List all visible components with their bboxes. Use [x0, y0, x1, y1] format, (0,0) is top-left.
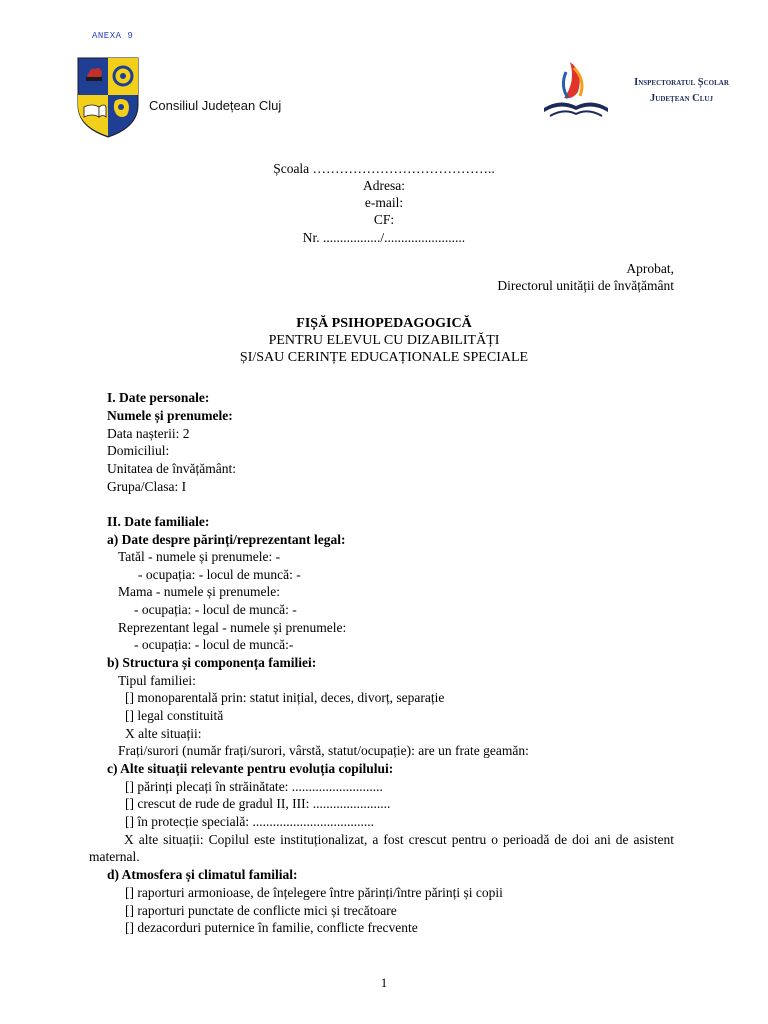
siblings-field: Frați/surori (număr frați/surori, vârstă, statut/ocupație): are un frate geamăn:	[118, 743, 529, 758]
approved-label: Aprobat,	[626, 261, 674, 276]
relevant-situations-subheading: c) Alte situații relevante pentru evoluția copilului:	[107, 761, 394, 776]
raised-by-relatives-option: [] crescut de rude de gradul II, III: .......................	[125, 796, 391, 811]
family-atmosphere-subheading: d) Atmosfera și climatul familial:	[107, 867, 298, 882]
domicile-field: Domiciliul:	[107, 443, 170, 458]
inspectorate-name-line1: Inspectoratul Școlar	[634, 77, 729, 88]
father-job-field: - ocupația: - locul de muncă: -	[138, 567, 301, 582]
strong-conflicts-option: [] dezacorduri puternice în familie, conflicte frecvente	[125, 920, 418, 935]
other-situations-description: X alte situații: Copilul este instituționalizat, a fost crescut pentru o perioadă de doi ani de asistent maternal.	[89, 832, 674, 864]
legally-constituted-option: [] legal constituită	[125, 708, 224, 723]
legal-rep-job-field: - ocupația: - locul de muncă:-	[134, 637, 294, 652]
inspectorate-name	[614, 75, 749, 107]
birth-date-field: Data nașterii: 2	[107, 426, 190, 441]
registration-number-line: Nr. ................./........................	[302, 230, 466, 245]
name-field-label: Numele și prenumele:	[107, 408, 233, 423]
page-number: 1	[380, 975, 388, 990]
class-field: Grupa/Clasa: I	[107, 479, 187, 494]
section-family-heading: II. Date familiale:	[107, 514, 210, 529]
parents-subheading: a) Date despre părinți/reprezentant legal:	[107, 532, 346, 547]
section-personal-heading: I. Date personale:	[107, 390, 210, 405]
school-line: Școala …………………………………..	[273, 161, 495, 176]
address-line: Adresa:	[363, 178, 405, 193]
mother-name-field: Mama - numele și prenumele:	[118, 584, 280, 599]
director-label: Directorul unității de învățământ	[497, 278, 674, 293]
inspectorate-name-line2: Județean Cluj	[650, 93, 713, 104]
legal-rep-name-field: Reprezentant legal - numele și prenumele:	[118, 620, 347, 635]
cluj-county-crest-icon	[77, 57, 139, 138]
special-protection-option: [] în protecție specială: ....................................	[125, 814, 374, 829]
family-type-label: Tipul familiei:	[118, 673, 196, 688]
family-structure-subheading: b) Structura și componența familiei:	[107, 655, 317, 670]
minor-conflicts-option: [] raporturi punctate de conflicte mici și trecătoare	[125, 903, 397, 918]
document-title: FIȘĂ PSIHOPEDAGOGICĂ	[296, 316, 472, 331]
parents-abroad-option: [] părinți plecați în străinătate: ...........................	[125, 779, 383, 794]
council-name: Consiliul Județean Cluj	[149, 98, 282, 113]
school-unit-field: Unitatea de învățământ:	[107, 461, 236, 476]
harmonious-relations-option: [] raporturi armonioase, de înțelegere între părinți/între părinți și copii	[125, 885, 503, 900]
email-line: e-mail:	[364, 195, 404, 210]
single-parent-option: [] monoparentală prin: statut inițial, deces, divorț, separație	[125, 690, 445, 705]
document-subtitle-line1: PENTRU ELEVUL CU DIZABILITĂȚI	[268, 333, 500, 348]
inspectorate-logo-icon	[540, 58, 612, 122]
document-subtitle-line2: ȘI/SAU CERINȚE EDUCAȚIONALE SPECIALE	[239, 350, 529, 365]
annex-label: ANEXA 9	[92, 31, 134, 41]
mother-job-field: - ocupația: - locul de muncă: -	[134, 602, 297, 617]
father-name-field: Tatăl - numele și prenumele: -	[118, 549, 281, 564]
cf-line: CF:	[373, 212, 395, 227]
other-situations-option: X alte situații:	[125, 726, 202, 741]
